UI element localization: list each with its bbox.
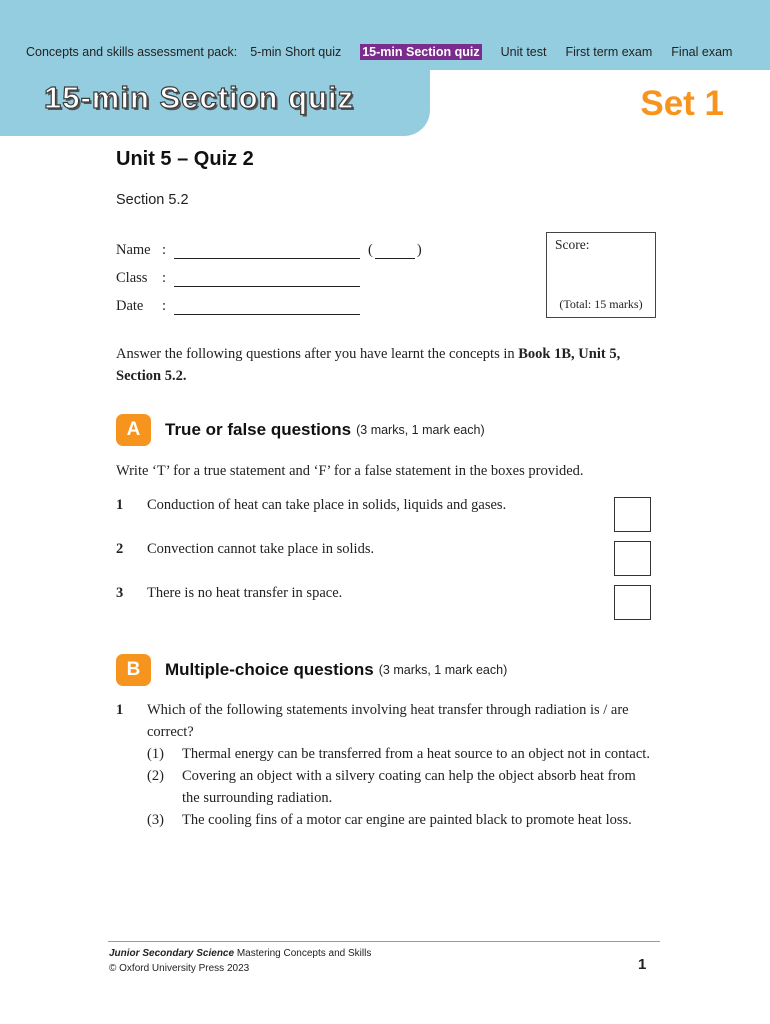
footer-book-subtitle: Mastering Concepts and Skills (234, 948, 372, 959)
score-total: (Total: 15 marks) (559, 297, 643, 311)
date-row (116, 298, 360, 315)
mc-statement (147, 809, 656, 831)
unit-title: Unit 5 – Quiz 2 (116, 148, 254, 170)
tf-question (116, 585, 342, 602)
mc-statement-text: Thermal energy can be transferred from a heat source to an object not in contact. (182, 746, 650, 762)
mc-question (116, 699, 656, 831)
tf-question (116, 497, 506, 514)
mc-statement (147, 765, 656, 809)
instruction (116, 343, 668, 387)
mc-statement-list (116, 743, 656, 831)
mc-statement-text: The cooling fins of a motor car engine are painted black to promote heat loss. (182, 812, 632, 828)
name-label: Name (116, 242, 151, 258)
class-colon: : (162, 270, 167, 286)
section-label: Section 5.2 (116, 192, 189, 208)
instruction-end: . (182, 368, 187, 384)
footer-copyright: © Oxford University Press 2023 (109, 963, 250, 974)
mc-question-stem (116, 699, 656, 743)
name-blank[interactable] (174, 244, 360, 259)
section-b-badge: B (116, 654, 151, 686)
footer-divider (108, 941, 660, 942)
page-number: 1 (638, 956, 647, 973)
section-a-title: True or false questions (165, 420, 352, 439)
mc-statement-number: (1) (147, 746, 164, 762)
mc-statement-text: Covering an object with a silvery coating can help the object absorb heat from the surrounding radiation. (182, 768, 636, 806)
mc-statement-number: (3) (147, 812, 164, 828)
date-colon: : (162, 298, 167, 314)
tf-question (116, 541, 374, 558)
assessment-nav (26, 44, 750, 60)
mc-statement-number: (2) (147, 768, 164, 784)
section-a-badge: A (116, 414, 151, 446)
class-number-close: ) (416, 242, 422, 258)
section-a-instruction: Write ‘T’ for a true statement and ‘F’ for a false statement in the boxes provided. (116, 463, 584, 479)
section-a-heading (116, 414, 485, 446)
instruction-book-ref: Book 1B, Unit 5, Section 5.2 (116, 346, 621, 384)
section-a-marks: (3 marks, 1 mark each) (356, 423, 485, 437)
section-b-heading (116, 654, 507, 686)
nav-item-short-quiz[interactable]: 5-min Short quiz (250, 45, 342, 59)
nav-item-section-quiz[interactable]: 15-min Section quiz (362, 45, 480, 59)
mc-statement (147, 743, 656, 765)
section-b-title: Multiple-choice questions (165, 660, 374, 679)
class-blank[interactable] (174, 272, 360, 287)
set-label: Set 1 (640, 84, 724, 123)
score-box (546, 232, 656, 318)
class-number-open: ( (368, 242, 373, 258)
instruction-text: Answer the following questions after you have learnt the concepts in (116, 346, 519, 362)
page-title: 15-min Section quiz (44, 80, 355, 115)
date-label: Date (116, 298, 144, 314)
tf-question-text: Convection cannot take place in solids. (147, 541, 375, 557)
class-label: Class (116, 270, 148, 286)
footer (109, 946, 371, 976)
tf-question-number: 3 (116, 585, 124, 601)
name-colon: : (162, 242, 167, 258)
tf-question-number: 1 (116, 497, 124, 513)
date-blank[interactable] (174, 300, 360, 315)
mc-question-text: Which of the following statements involving heat transfer through radiation is / are correct? (147, 702, 629, 740)
tf-question-text: Conduction of heat can take place in solids, liquids and gases. (147, 497, 507, 513)
tf-answer-box[interactable] (614, 497, 651, 532)
tf-question-number: 2 (116, 541, 124, 557)
class-row (116, 270, 360, 287)
class-number-blank[interactable] (375, 244, 415, 259)
nav-item-final-exam[interactable]: Final exam (671, 45, 733, 59)
nav-item-first-term-exam[interactable]: First term exam (565, 45, 653, 59)
tf-question-text: There is no heat transfer in space. (147, 585, 343, 601)
section-b-marks: (3 marks, 1 mark each) (378, 663, 508, 677)
tf-answer-box[interactable] (614, 541, 651, 576)
score-label: Score: (555, 237, 590, 252)
nav-item-unit-test[interactable]: Unit test (500, 45, 547, 59)
footer-book-title: Junior Secondary Science (109, 948, 235, 959)
pack-label: Concepts and skills assessment pack: (26, 45, 238, 59)
tf-answer-box[interactable] (614, 585, 651, 620)
name-row (116, 242, 422, 259)
mc-question-number: 1 (116, 702, 124, 718)
